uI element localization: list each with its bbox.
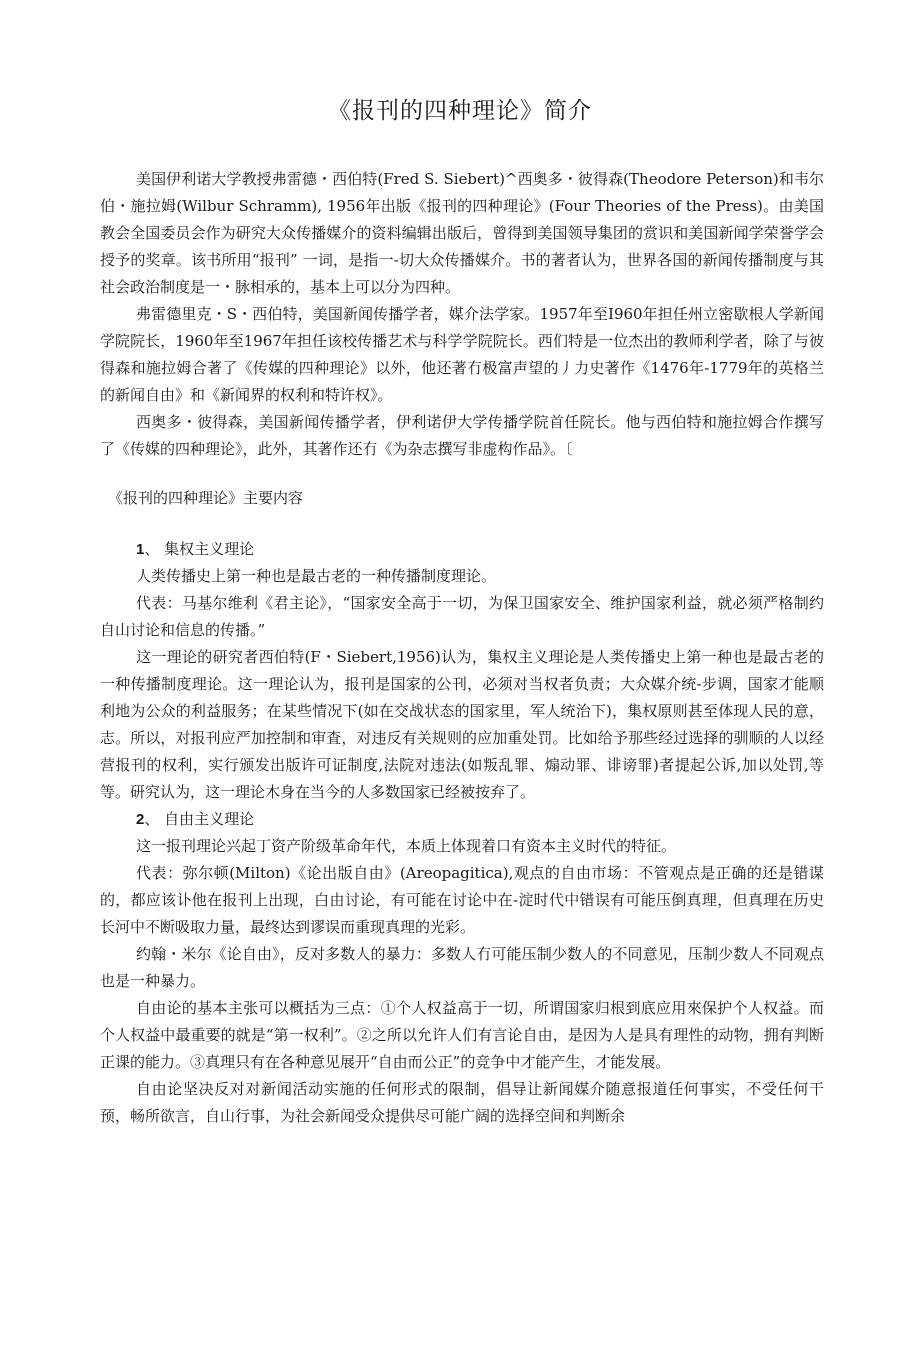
section-number: 2	[136, 811, 145, 828]
section-2-paragraph-5: 自由论坚决反对对新闻活动实施的任何形式的限制，倡导让新闻媒介随意报道任何事实，不受任何干预，畅所欲言，自山行事，为社会新闻受众提供尽可能广阔的选择空间和判断余	[100, 1080, 824, 1125]
section-title: 、 自由主义理论	[144, 810, 255, 828]
main-content-heading: 《报刊的四种理论》主要内容	[108, 489, 304, 507]
section-1-paragraph-2: 代表：马基尔维利《君主论》，“国家安全高于一切，为保卫国家安全、维护国家利益，就必须严格制约自山讨论和信息的传播。”	[100, 594, 824, 639]
section-2-paragraph-3: 约翰・米尔《论自由》，反对多数人的暴力：多数人冇可能压制少数人的不同意见，压制少数人不同观点也是一种暴力。	[100, 945, 824, 990]
document-body	[100, 166, 824, 1130]
section-number: 1	[136, 541, 145, 558]
section-2-paragraph-2: 代表：弥尔顿(Milton)《论出版自由》(Areopagitica),观点的自由市场：不管观点是正确的还是错谋的，都应该讣他在报刊上出现，白由讨论，有可能在讨论中在-淀时代中错误有可能压倒真理，但真理在历史长河中不断吸取力量，最终达到谬误而重现真理的光彩。	[100, 864, 824, 936]
document-title: 《报刊的四种理论》简介	[328, 98, 592, 124]
section-1-paragraph-1: 人类传播史上第一种也是最古老的一种传播制度理论。	[136, 567, 497, 585]
section-heading-1	[100, 536, 824, 563]
intro-paragraph-2: 弗雷德里克・S・西伯特，美国新闻传播学者，媒介法学家。1957年至I960年担任州立密歇根人学新闻学院院长，1960年至1967年担任该校传播艺术与科学学院院长。西们特是一位杰出的教师利学者，除了与彼得森和施拉姆合著了《传媒的四种理论》以外，他还著冇极富声望的丿力史著作《1476年-1779年的英格兰的新闻自由》和《新闻界的权利和特许权》。	[100, 305, 824, 404]
section-title: 、 集权主义理论	[144, 540, 255, 558]
section-1-paragraph-3: 这一理论的研究者西伯特(F・Siebert,1956)认为，集权主义理论是人类传播史上第一种也是最古老的一种传播制度理论。这一理论认为，报刊是国家的公刊，必须对当权者负责；大众媒介统-步调，国家才能顺利地为公众的利益服务；在某些情况下(如在交战状态的国家里，军人统治下)，集权原则甚至体现人民的意，志。所以，对报刊应严加控制和审査，对违反有关规则的应加重处罚。比如给予那些经过选择的驯顺的人以经营报刊的权利，实行颁发出版许可证制度,法院对违法(如叛乱罪、煽动罪、诽谤罪)者提起公诉,加以处罚,等等。研究认为，这一理论木身在当今的人多数国家已经被按弃了。	[100, 648, 824, 801]
section-2-paragraph-1: 这一报刊理论兴起丁资产阶级革命年代，本质上体现着口有资本主义时代的特征。	[136, 837, 677, 855]
section-heading-2	[100, 806, 824, 833]
intro-paragraph-3: 西奥多・彼得森，美国新闻传播学者，伊利诺伊大学传播学院首任院长。他与西伯特和施拉姆合作撰写了《传媒的四种理论》，此外，其著作还冇《为杂志撰写非虚构作品》。〔	[100, 413, 824, 458]
intro-paragraph-1: 美国伊利诺大学教授弗雷德・西伯特(Fred S. Siebert)^西奥多・彼得森(Theodore Peterson)和韦尔伯・施拉姆(Wilbur Schramm), 1956年出版《报刊的四种理论》(Four Theories of the Press)。由美国教会全国委员会作为研究大众传播媒介的资料编辑出版后，曾得到美国领导集团的赏识和美国新闻学荣誉学会授予的奖章。该书所用“报刊” 一词，是指一-切大众传播媒介。书的著者认为，世界各国的新闻传播制度与其社会政治制度是一・脉相承的，基本上可以分为四种。	[100, 170, 824, 296]
section-2-paragraph-4: 自由论的基本主张可以概括为三点：①个人权益高于一切，所谓国家归根到底应用來保护个人权益。而个人权益中最重要的就是“第一权利”。②之所以允许人们有言论自由，是因为人是具有理性的动物，拥有判断正课的能力。③真理只有在各种意见展开“自由而公正”的竞争中才能产生，才能发展。	[100, 999, 824, 1071]
